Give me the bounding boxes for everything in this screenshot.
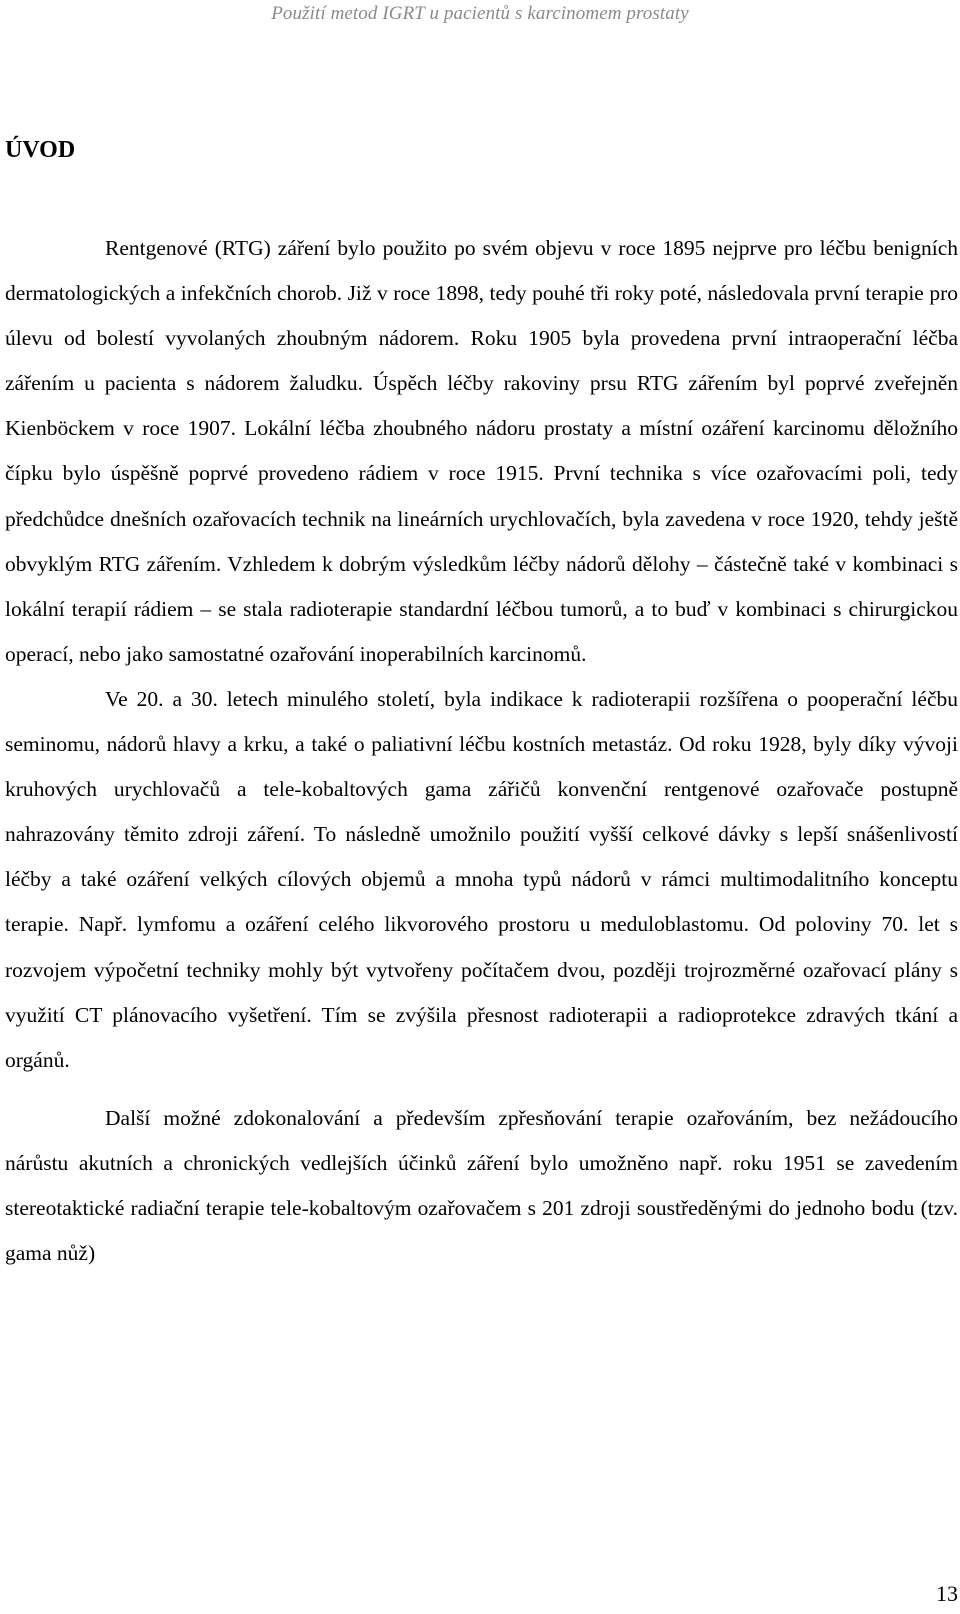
paragraph-1: Rentgenové (RTG) záření bylo použito po svém objevu v roce 1895 nejprve pro léčbu benigních dermatologických a infekčních chorob. Již v roce 1898, tedy pouhé tři roky poté, následovala první terapie pro úlevu od bolestí vyvolaných zhoubným nádorem. Roku 1905 byla provedena první intraoperační léčba zářením u pacienta s nádorem žaludku. Úspěch léčby rakoviny prsu RTG zářením byl poprvé zveřejněn Kienböckem v roce 1907. Lokální léčba zhoubného nádoru prostaty a místní ozáření karcinomu děložního čípku bylo úspěšně poprvé provedeno rádiem v roce 1915. První technika s více ozařovacími poli, tedy předchůdce dnešních ozařovacích technik na lineárních urychlovačích, byla zavedena v roce 1920, tehdy ještě obvyklým RTG zářením. Vzhledem k dobrým výsledkům léčby nádorů dělohy – částečně také v kombinaci s lokální terapií rádiem – se stala radioterapie standardní léčbou tumorů, a to buď v kombinaci s chirurgickou operací, nebo jako samostatné ozařování inoperabilních karcinomů.: [5, 236, 958, 666]
running-header: Použití metod IGRT u pacientů s karcinomem prostaty: [271, 3, 689, 24]
paragraph-3: Další možné zdokonalování a především zpřesňování terapie ozařováním, bez nežádoucího nárůstu akutních a chronických vedlejších účinků záření bylo umožněno např. roku 1951 se zavedením stereotaktické radiační terapie tele-kobaltovým ozařovačem s 201 zdroji soustředěnými do jednoho bodu (tzv. gama nůž): [5, 1105, 958, 1266]
paragraph-2: Ve 20. a 30. letech minulého století, byla indikace k radioterapii rozšířena o pooperační léčbu seminomu, nádorů hlavy a krku, a také o paliativní léčbu kostních metastáz. Od roku 1928, byly díky vývoji kruhových urychlovačů a tele-kobaltových gama zářičů konvenční rentgenové ozařovače postupně nahrazovány těmito zdroji záření. To následně umožnilo použití vyšší celkové dávky s lepší snášenlivostí léčby a také ozáření velkých cílových objemů a mnoha typů nádorů v rámci multimodalitního konceptu terapie. Např. lymfomu a ozáření celého likvorového prostoru u meduloblastomu. Od poloviny 70. let s rozvojem výpočetní techniky mohly být vytvořeny počítačem dvou, později trojrozměrné ozařovací plány s využití CT plánovacího vyšetření. Tím se zvýšila přesnost radioterapii a radioprotekce zdravých tkání a orgánů.: [5, 686, 958, 1072]
section-heading: ÚVOD: [5, 137, 76, 163]
page-number: 13: [936, 1581, 958, 1606]
body-text: [5, 226, 958, 1276]
